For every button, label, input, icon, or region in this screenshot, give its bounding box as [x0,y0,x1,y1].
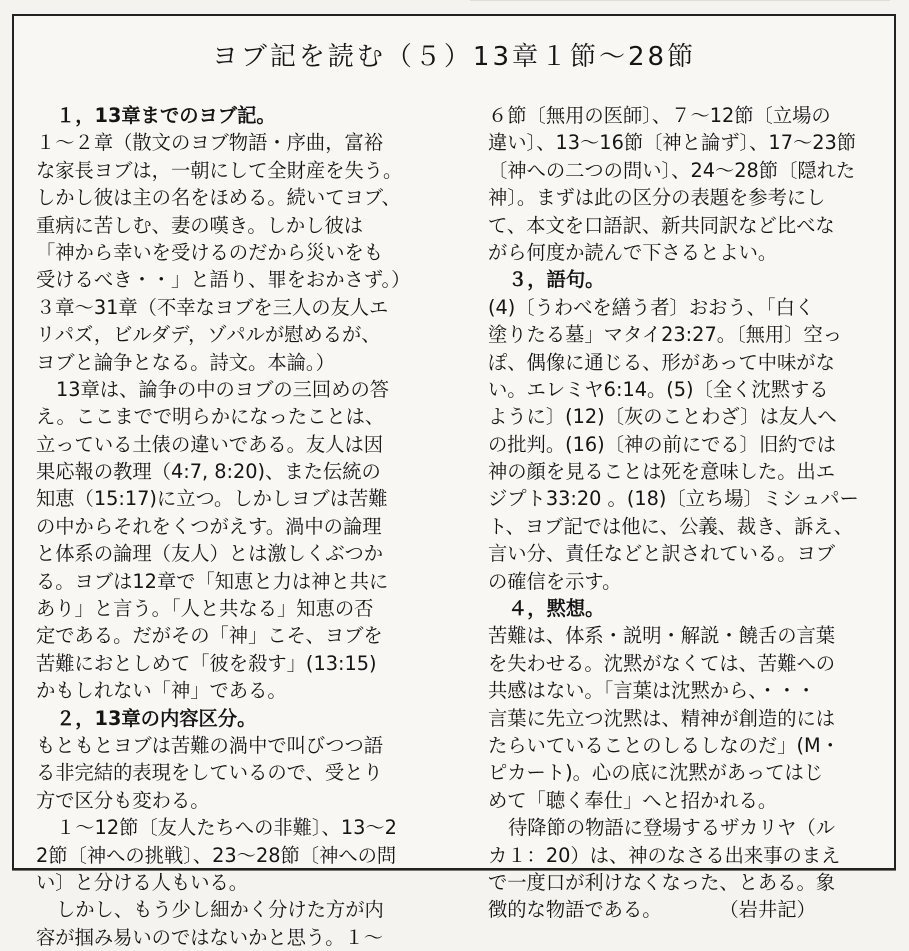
text-line: ト、ヨブ記では他に、公義、裁き、訴え、 [488,514,853,538]
text-line: ３章～31章（不幸なヨブを三人の友人エ [36,295,389,319]
text-line: い。エレミヤ6:14。(5)〔全く沈黙する [488,377,829,401]
text-line: 言葉に先立つ沈黙は、精神が創造的には [488,706,836,730]
text-line: 果応報の教理（4:7, 8:20)、また伝統の [36,460,381,484]
text-line: 立っている土俵の違いである。友人は因 [36,432,384,456]
section-heading: ３，語句。 [508,268,605,292]
text-line: 方で区分も変わる。 [36,788,210,812]
section-heading: ２，13章の内容区分。 [56,706,257,730]
text-line: 13章は、論争の中のヨブの三回めの答 [56,377,390,401]
text-line: 「神から幸いを受けるのだから災いをも [36,240,384,264]
text-line: 重病に苦しむ、妻の嘆き。しかし彼は [36,213,364,237]
text-line: る。ヨブは12章で「知恵と力は神と共に [36,569,389,593]
text-line: な家長ヨブは，一朝にして全財産を失う。 [36,158,403,182]
text-line: 苦難におとしめて「彼を殺す」(13:15) [36,651,377,675]
text-line: ジプト33:20 。(18)〔立ち場〕ミシュパー [488,487,859,511]
text-line: の確信を示す。 [488,569,622,593]
left-column [36,102,430,951]
text-line: と体系の論理（友人）とは激しくぶつか [36,542,384,566]
text-line: 神〕。まずは此の区分の表題を参考にし [488,186,826,210]
text-line: を失わせる。沈黙がなくては、苦難への [488,651,836,675]
article-title: ヨブ記を読む（５）13章１節～28節 [211,42,697,72]
text-line: 神の顔を見ることは死を意味した。出エ [488,460,836,484]
text-line: る非完結的表現をしているので、受とり [36,761,383,785]
text-line: あり」と言う。「人と共なる」知恵の否 [36,597,374,621]
section-heading: １，13章までのヨブ記。 [56,104,276,127]
text-line: しかし彼は主の名をほめる。続いてヨブ、 [36,186,401,210]
text-line: ヨブと論争となる。詩文。本論。） [36,350,335,374]
text-line: の批判。(16)〔神の前にでる〕旧約では [488,432,837,456]
text-line: ように〕(12)〔灰のことわざ〕は友人へ [488,405,837,429]
text-line: もともとヨブは苦難の渦中で叫びつつ語 [36,733,384,757]
text-line: ピカート)。心の底に沈黙があってはじ [488,761,824,785]
text-line: １～２章（散文のヨブ物語・序曲，富裕 [36,131,384,155]
text-line: て、本文を口語訳、新共同訳など比べな [488,213,835,237]
text-line: ぽ、偶像に通じる、形があって中味がな [488,350,835,374]
text-line: ６節〔無用の医師〕、７～12節〔立場の [488,104,831,127]
text-line: え。ここまでで明らかになったことは、 [36,405,385,429]
text-line: 知恵（15:17)に立つ。しかしヨブは苦難 [36,487,388,511]
text-line: カ１：20）は、神のなさる出来事のまえ [488,843,841,867]
text-line: しかし、もう少し細かく分けた方が内 [56,898,384,922]
text-line: 2節〔神への挑戦〕、23～28節〔神への問 [36,843,397,867]
text-line: い〕と分ける人もいる。 [36,870,249,894]
text-line: の中からそれをくつがえす。渦中の論理 [36,514,382,538]
text-line: がら何度か読んで下さるとよい。 [488,240,778,264]
text-line: １～12節〔友人たちへの非難〕、13～2 [56,816,397,840]
text-line: 共感はない。「言葉は沈黙から、・・・ [488,679,816,703]
article-frame [12,14,896,949]
text-line: (4)〔うわべを繕う者〕おおう、「白く [488,295,815,319]
text-line: 受けるべき・・」と語り、罪をおかさず。） [36,268,411,292]
text-line: 定である。だがその「神」こそ、ヨブを [36,624,383,648]
text-line: 言い分、責任などと訳されている。ヨブ [488,542,836,566]
text-line: 待降節の物語に登場するザカリヤ（ル [508,816,836,840]
text-line: 容が掴み易いのではないかと思う。１～ [36,925,384,949]
section-heading: ４，黙想。 [508,597,605,621]
text-line: 徴的な物語である。 （岩井記） [488,898,816,922]
text-line: 苦難は、体系・説明・解説・饒舌の言葉 [488,624,836,648]
bottom-divider [12,870,896,871]
text-line: 〔神への二つの問い〕、24～28節〔隠れた [488,158,856,182]
text-line: かもしれない「神」である。 [36,679,287,703]
background-bleed [470,0,890,15]
text-line: で一度口が利けなくなった、とある。象 [488,870,836,894]
text-line: めて「聴く奉仕」へと招かれる。 [488,788,778,812]
right-column [488,102,882,924]
text-line: 塗りたる墓」マタイ23:27。〔無用〕空っ [488,323,843,347]
text-line: リパズ，ビルダデ，ゾパルが慰めるが、 [36,323,381,347]
text-line: 違い〕、13～16節〔神と論ず〕、17～23節 [488,131,857,155]
text-line: たらいていることのしるしなのだ」(M・ [488,733,840,757]
